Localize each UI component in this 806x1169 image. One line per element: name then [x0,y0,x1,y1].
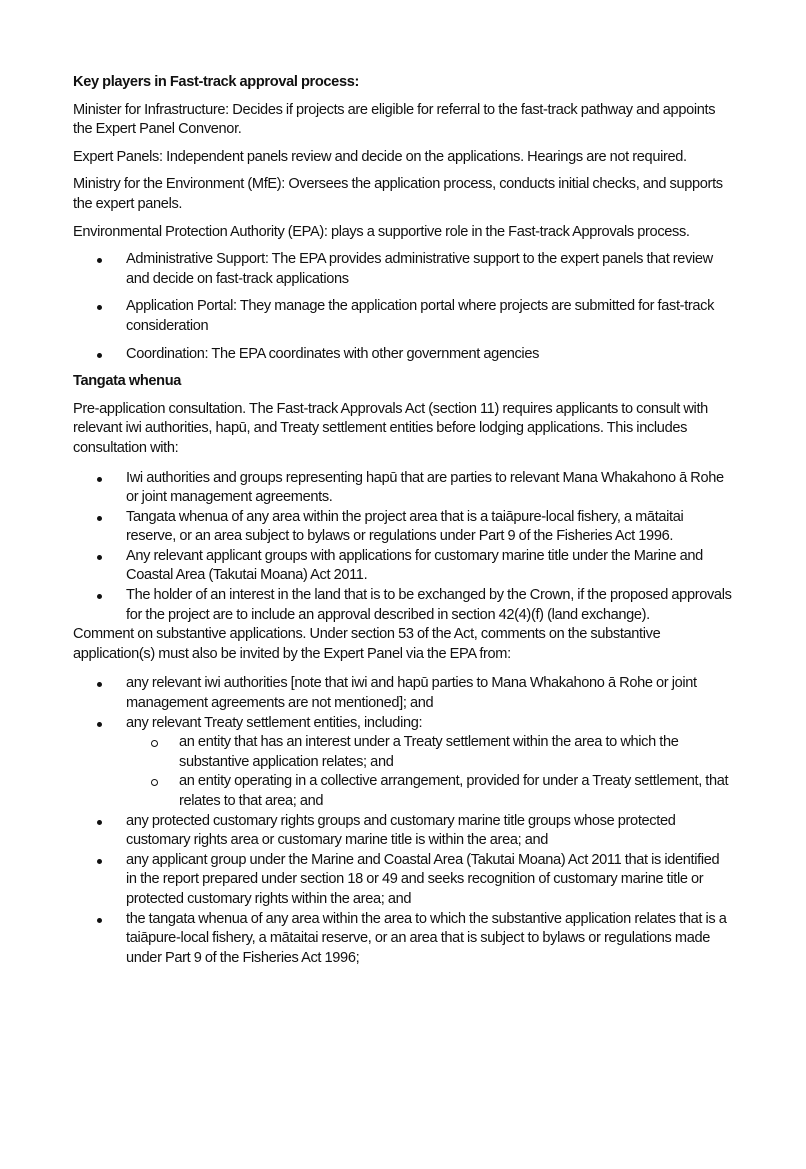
list-item: Tangata whenua of any area within the project area that is a taiāpure-local fishery, a mātaitai reserve, or an area subject to bylaws or regulations under Part 9 of the Fisheries Act 1996. [126,508,684,545]
list-item: any relevant Treaty settlement entities, including: an entity that has an interest under a Treaty settlement within the area to which the substantive application relates; and an entity operating in a collective arrangement, provided for under a Treaty settlement, that relates to that area; and [73,714,733,812]
paragraph-minister: Minister for Infrastructure: Decides if projects are eligible for referral to the fast-track pathway and appoints the Expert Panel Convenor. [73,101,716,138]
list-item: Administrative Support: The EPA provides administrative support to the expert panels that review and decide on fast-track applications [126,251,713,287]
list-item: any applicant group under the Marine and Coastal Area (Takutai Moana) Act 2011 that is identified in the report prepared under section 18 or 49 and seeks recognition of customary marine title or protected customary rights within the area; and [126,851,720,907]
sub-list-item: an entity operating in a collective arrangement, provided for under a Treaty settlement, that relates to that area; and [179,773,729,809]
list-item: Any relevant applicant groups with applications for customary marine title under the Marine and Coastal Area (Takutai Moana) Act 2011. [126,547,703,584]
paragraph-mfe: Ministry for the Environment (MfE): Oversees the application process, conducts initial checks, and supports the expert panels. [73,176,723,212]
pre-application-list [73,469,733,626]
paragraph-pre-application: Pre-application consultation. The Fast-track Approvals Act (section 11) requires applicants to consult with relevant iwi authorities, hapū, and Treaty settlement entities before lodging applications. This includes consultation with: [73,400,708,456]
paragraph-comment: Comment on substantive applications. Under section 53 of the Act, comments on the substantive application(s) must also be invited by the Expert Panel via the EPA from: [73,626,661,662]
paragraph-epa: Environmental Protection Authority (EPA): plays a supportive role in the Fast-track Approvals process. [73,223,690,240]
document-page [73,73,733,968]
paragraph-expert-panels: Expert Panels: Independent panels review and decide on the applications. Hearings are not required. [73,148,687,165]
list-item: Coordination: The EPA coordinates with other government agencies [126,345,540,362]
epa-role-list [73,250,733,364]
list-item: any protected customary rights groups and customary marine title groups whose protected customary rights area or customary marine title is within the area; and [126,812,676,849]
list-item: Iwi authorities and groups representing hapū that are parties to relevant Mana Whakahono ā Rohe or joint management agreements. [126,469,724,506]
list-item: The holder of an interest in the land that is to be exchanged by the Crown, if the proposed approvals for the project are to include an approval described in section 42(4)(f) (land exchange). [126,587,732,623]
sub-list-item: an entity that has an interest under a Treaty settlement within the area to which the substantive application relates; and [179,734,679,770]
list-item: the tangata whenua of any area within the area to which the substantive application relates that is a taiāpure-local fishery, a mātaitai reserve, or an area that is subject to bylaws or regulations made under Part 9 of the Fisheries Act 1996; [126,910,727,966]
section-heading-tangata-whenua: Tangata whenua [73,373,182,390]
treaty-entities-sublist [126,733,733,811]
list-item: Application Portal: They manage the application portal where projects are submitted for fast-track consideration [126,298,715,334]
section-heading-key-players: Key players in Fast-track approval process: [73,74,359,90]
comment-list [73,674,733,968]
list-item: any relevant iwi authorities [note that iwi and hapū parties to Mana Whakahono ā Rohe or joint management agreements are not mentioned]; and [126,675,697,712]
